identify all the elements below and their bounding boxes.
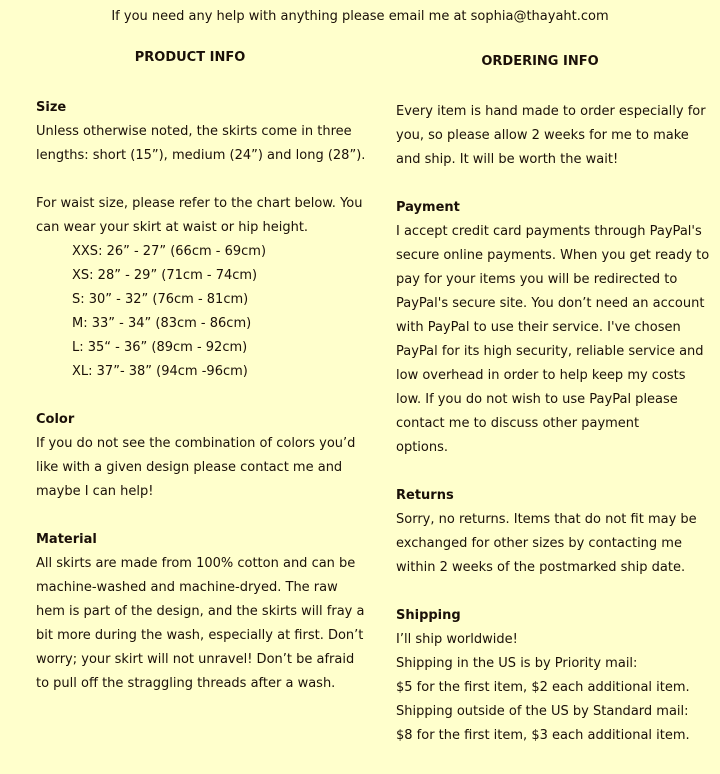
material-section (36, 528, 365, 696)
shipping-text-line: $8 for the first item, $3 each additional item. (396, 728, 690, 743)
color-text-line: maybe I can help! (36, 484, 154, 499)
payment-text-line: PayPal's secure site. You don’t need an account (396, 296, 705, 311)
material-text-line: hem is part of the design, and the skirts will fray a (36, 604, 365, 619)
size-text-line: lengths: short (15”), medium (24”) and long (28”). (36, 148, 366, 163)
shipping-text-line: $5 for the first item, $2 each additional item. (396, 680, 690, 695)
size-text-line: Unless otherwise noted, the skirts come in three (36, 124, 352, 139)
product-info-title: PRODUCT INFO (134, 50, 246, 65)
payment-section (396, 196, 710, 460)
size-heading: Size (36, 100, 67, 115)
waist-text-line: can wear your skirt at waist or hip height. (36, 220, 309, 235)
payment-text-line: with PayPal to use their service. I've chosen (396, 320, 681, 335)
size-chart-row-s: S: 30” - 32” (76cm - 81cm) (72, 292, 249, 307)
ordering-info-title: ORDERING INFO (481, 54, 599, 69)
intro-text-line: you, so please allow 2 weeks for me to make (396, 128, 689, 143)
material-text-line: worry; your skirt will not unravel! Don’t be afraid (36, 652, 355, 667)
size-chart-row-m: M: 33” - 34” (83cm - 86cm) (72, 316, 252, 331)
material-text-line: to pull off the straggling threads after a wash. (36, 676, 336, 691)
material-heading: Material (36, 532, 97, 547)
size-chart-row-xxs: XXS: 26” - 27” (66cm - 69cm) (72, 244, 267, 259)
shipping-text-line: Shipping in the US is by Priority mail: (396, 656, 638, 671)
size-chart-row-xs: XS: 28” - 29” (71cm - 74cm) (72, 268, 258, 283)
returns-section (396, 484, 696, 580)
payment-heading: Payment (396, 200, 460, 215)
payment-text-line: PayPal for its high security, reliable service and (396, 344, 704, 359)
product-info-column (36, 48, 366, 720)
payment-text-line: secure online payments. When you get ready to (396, 248, 710, 263)
payment-text-line: pay for your items you will be redirected to (396, 272, 678, 287)
color-section (36, 408, 356, 504)
color-text-line: If you do not see the combination of colors you’d (36, 436, 356, 451)
returns-text-line: within 2 weeks of the postmarked ship date. (396, 560, 686, 575)
ordering-info-column (396, 52, 710, 772)
returns-heading: Returns (396, 488, 454, 503)
material-text-line: machine-washed and machine-dryed. The raw (36, 580, 338, 595)
returns-text-line: Sorry, no returns. Items that do not fit may be (396, 512, 697, 527)
payment-text-line: contact me to discuss other payment (396, 416, 640, 431)
waist-size-section (36, 192, 363, 384)
size-chart-row-l: L: 35“ - 36” (89cm - 92cm) (72, 340, 248, 355)
shipping-text-line: I’ll ship worldwide! (396, 632, 518, 647)
color-text-line: like with a given design please contact me and (36, 460, 343, 475)
shipping-text-line: Shipping outside of the US by Standard mail: (396, 704, 689, 719)
material-text-line: All skirts are made from 100% cotton and can be (36, 556, 356, 571)
size-chart-row-xl: XL: 37”- 38” (94cm -96cm) (72, 364, 248, 379)
shipping-heading: Shipping (396, 608, 461, 623)
payment-text-line: low. If you do not wish to use PayPal please (396, 392, 678, 407)
material-text-line: bit more during the wash, especially at first. Don’t (36, 628, 364, 643)
payment-text-line: options. (396, 440, 449, 455)
ordering-intro-section (396, 100, 706, 172)
intro-text-line: and ship. It will be worth the wait! (396, 152, 619, 167)
size-section (36, 96, 366, 168)
payment-text-line: I accept credit card payments through PayPal's (396, 224, 702, 239)
intro-text-line: Every item is hand made to order especially for (396, 104, 706, 119)
shipping-section (396, 604, 696, 748)
waist-text-line: For waist size, please refer to the chart below. You (36, 196, 363, 211)
color-heading: Color (36, 412, 75, 427)
returns-text-line: exchanged for other sizes by contacting me (396, 536, 682, 551)
help-email-note: If you need any help with anything please email me at sophia@thayaht.com (111, 9, 609, 24)
payment-text-line: low overhead in order to help keep my costs (396, 368, 686, 383)
